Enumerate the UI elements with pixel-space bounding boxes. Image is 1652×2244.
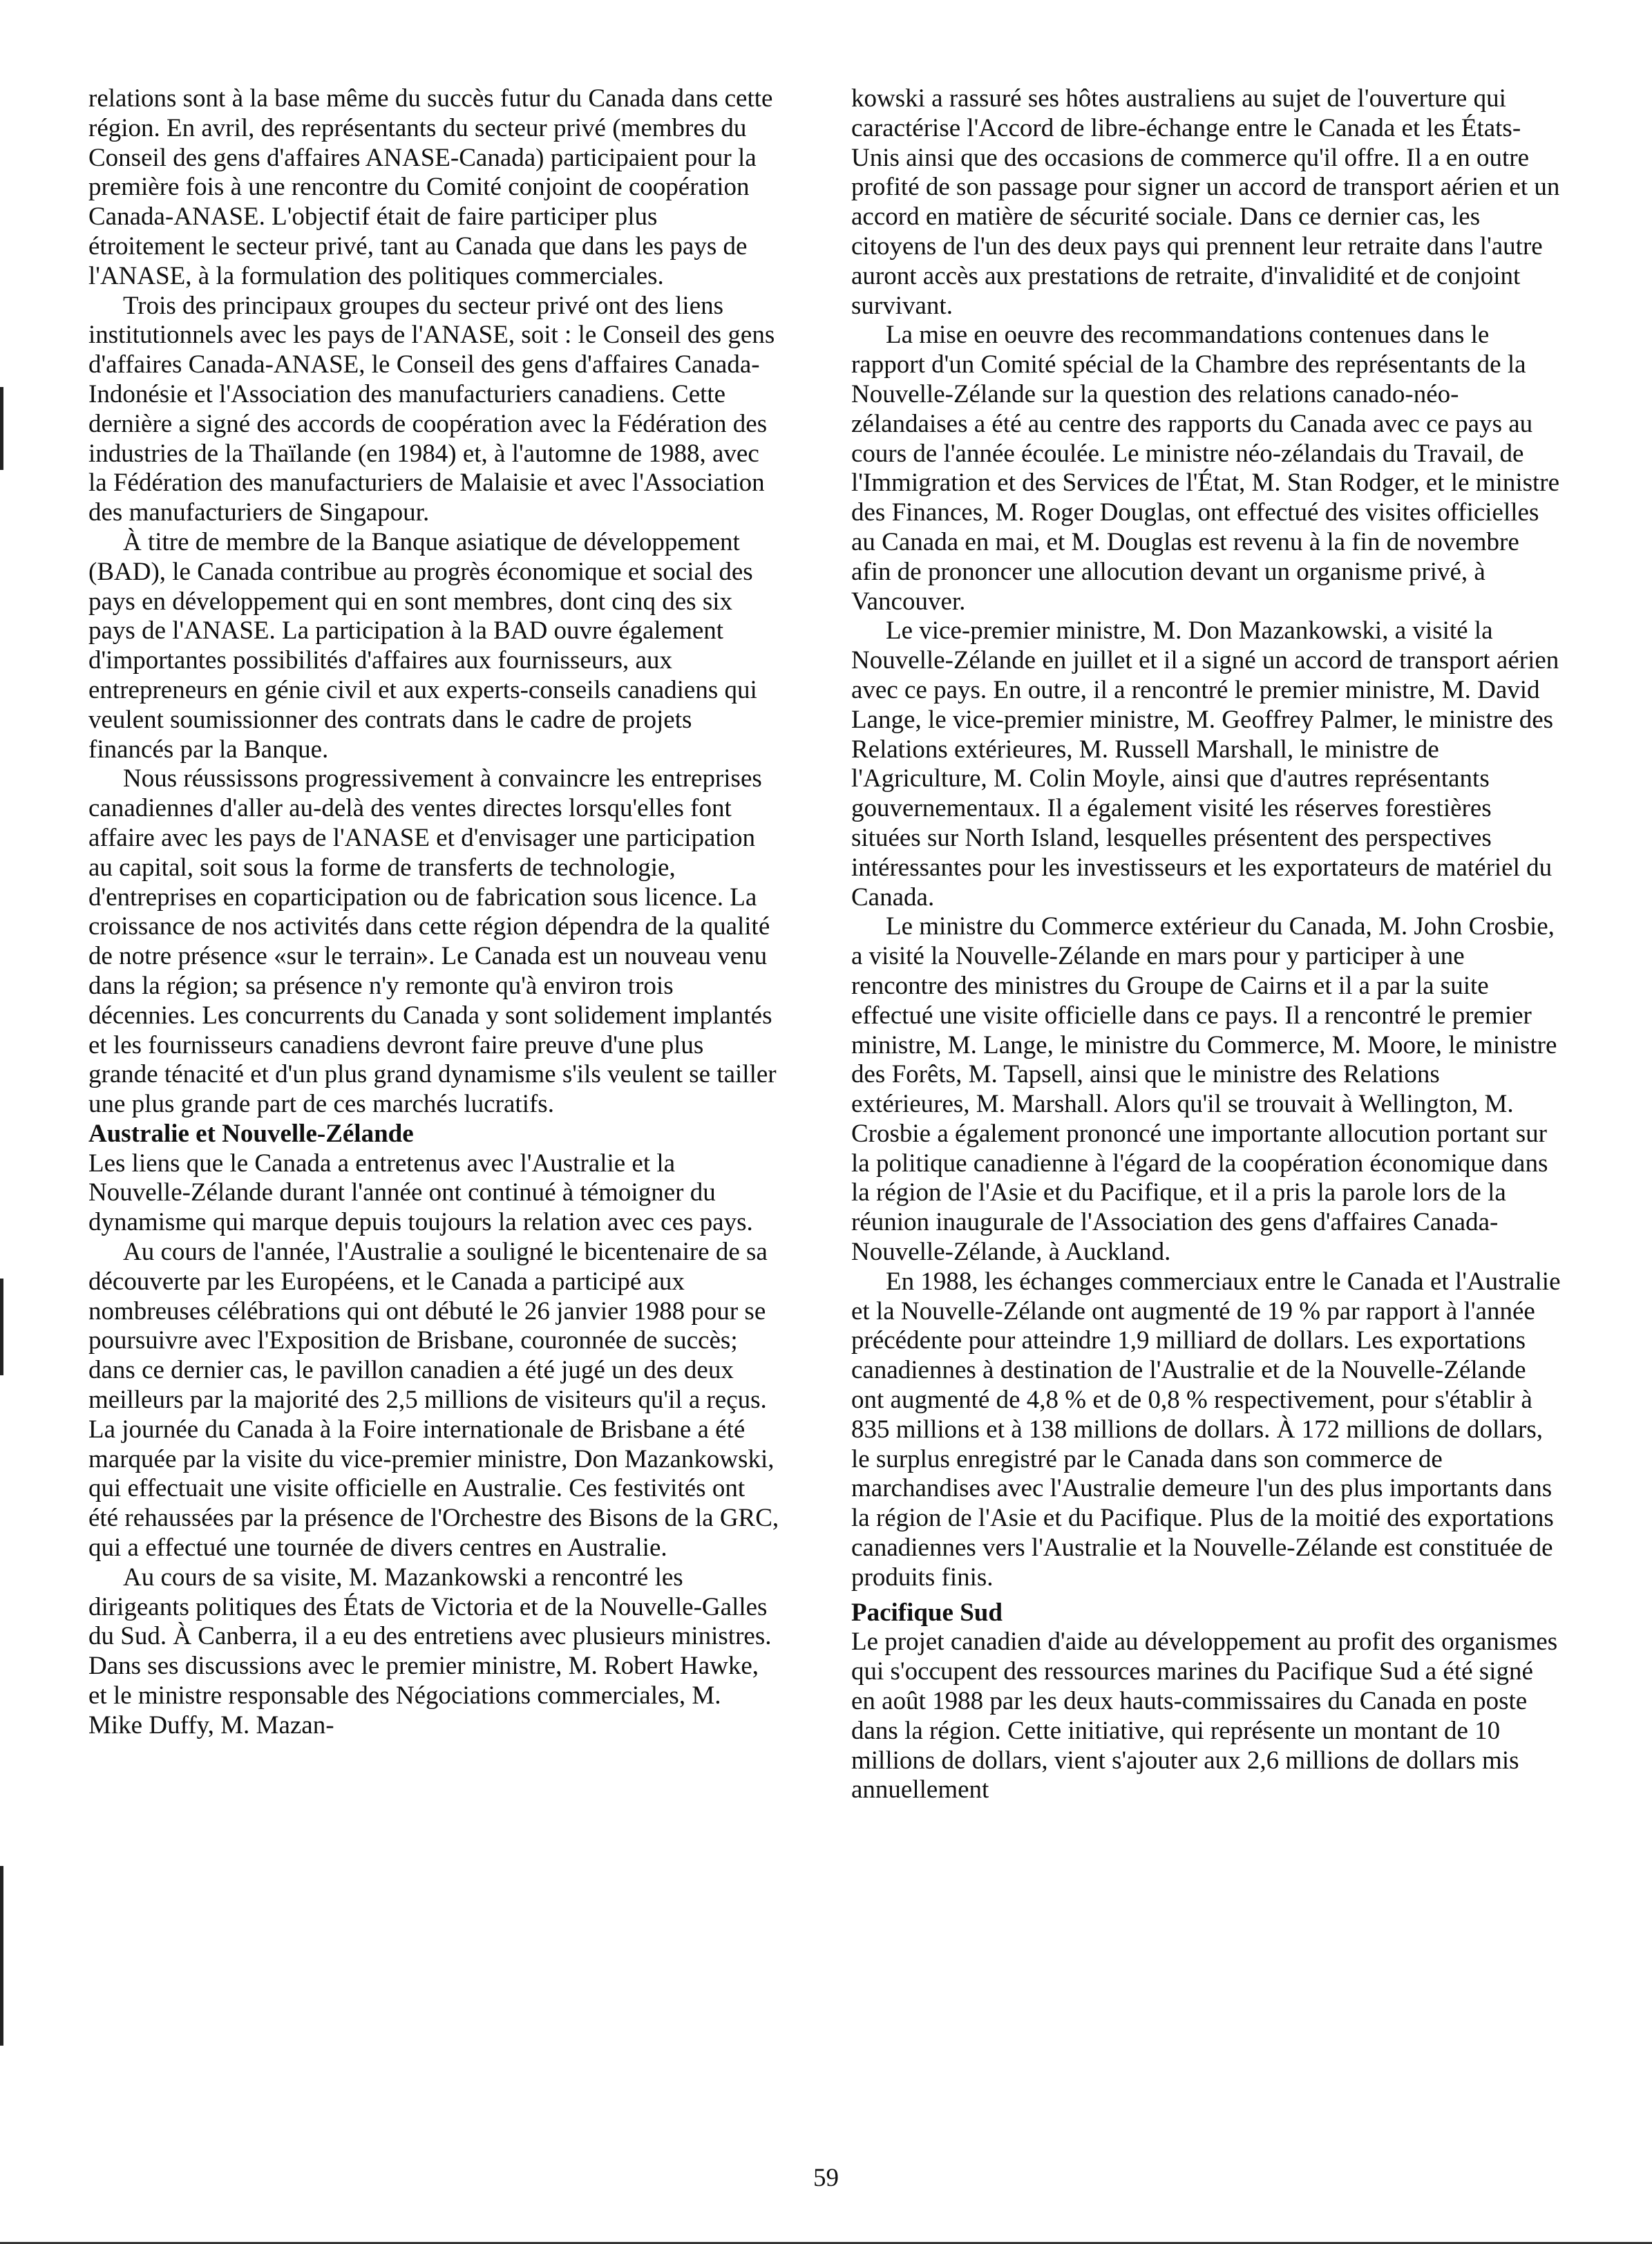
paragraph: Au cours de l'année, l'Australie a souligné le bicentenaire de sa découverte par les Européens, et le Canada a participé aux nombreuses célébrations qui ont débuté le 26 janvier 1988 pour se poursuivre avec l'Exposition de Brisbane, couronnée de succès; dans ce dernier cas, le pavillon canadien a été jugé un des deux meilleurs par la majorité des 2,5 millions de visiteurs qu'il a reçus. La journée du Canada à la Foire internationale de Brisbane a été marquée par la visite du vice-premier ministre, Don Mazankowski, qui effectuait une visite officielle en Australie. Ces festivités ont été rehaussées par la présence de l'Orchestre des Bisons de la GRC, qui a effectué une tournée de divers centres en Australie. — [88, 1238, 779, 1563]
page-number: 59 — [813, 2164, 839, 2192]
paragraph: En 1988, les échanges commerciaux entre le Canada et l'Australie et la Nouvelle-Zélande ont augmenté de 19 % par rapport à l'année précédente pour atteindre 1,9 milliard de dollars. Les exportations canadiennes à destination de l'Australie et de la Nouvelle-Zélande ont augmenté de 4,8 % et de 0,8 % respectivement, pour s'établir à 835 millions et à 138 millions de dollars. À 172 millions de dollars, le surplus enregistré par le Canada dans son commerce de marchandises avec l'Australie demeure l'un des plus importants dans la région de l'Asie et du Pacifique. Plus de la moitié des exportations canadiennes vers l'Australie et la Nouvelle-Zélande est constituée de produits finis. — [851, 1267, 1561, 1592]
paragraph: Au cours de sa visite, M. Mazankowski a rencontré les dirigeants politiques des États de Victoria et de la Nouvelle-Galles du Sud. À Canberra, il a eu des entretiens avec plusieurs ministres. Dans ses discussions avec le premier ministre, M. Robert Hawke, et le ministre responsable des Négociations commerciales, M. Mike Duffy, M. Mazan- — [88, 1563, 772, 1739]
scan-edge-mark — [0, 1866, 3, 2046]
right-column — [851, 84, 1563, 1805]
paragraph: Les liens que le Canada a entretenus avec l'Australie et la Nouvelle-Zélande durant l'année ont continué à témoigner du dynamisme qui marque depuis toujours la relation avec ces pays. — [88, 1149, 753, 1237]
paragraph: Le vice-premier ministre, M. Don Mazankowski, a visité la Nouvelle-Zélande en juillet et il a signé un accord de transport aérien avec ce pays. En outre, il a rencontré le premier ministre, M. David Lange, le vice-premier ministre, M. Geoffrey Palmer, le ministre des Relations extérieures, M. Russell Marshall, le ministre de l'Agriculture, M. Colin Moyle, ainsi que d'autres représentants gouvernementaux. Il a également visité les réserves forestières situées sur North Island, lesquelles présentent des perspectives intéressantes pour les investisseurs et les exportateurs de matériel du Canada. — [851, 616, 1559, 912]
section-heading: Australie et Nouvelle-Zélande — [88, 1119, 414, 1148]
scan-edge-mark — [0, 387, 3, 470]
section-heading: Pacifique Sud — [851, 1598, 1003, 1627]
paragraph: Nous réussissons progressivement à convaincre les entreprises canadiennes d'aller au-delà des ventes directes lorsqu'elles font affaire avec les pays de l'ANASE et d'envisager une participation au capital, soit sous la forme de transferts de technologie, d'entreprises en coparticipation ou de fabrication sous licence. La croissance de nos activités dans cette région dépendra de la qualité de notre présence «sur le terrain». Le Canada est un nouveau venu dans la région; sa présence n'y remonte qu'à environ trois décennies. Les concurrents du Canada y sont solidement implantés et les fournisseurs canadiens devront faire preuve d'une plus grande ténacité et d'un plus grand dynamisme s'ils veulent se tailler une plus grande part de ces marchés lucratifs. — [88, 764, 777, 1119]
paragraph: kowski a rassuré ses hôtes australiens au sujet de l'ouverture qui caractérise l'Accord de libre-échange entre le Canada et les États-Unis ainsi que des occasions de commerce qu'il offre. Il a en outre profité de son passage pour signer un accord de transport aérien et un accord en matière de sécurité sociale. Dans ce dernier cas, les citoyens de l'un des deux pays qui prennent leur retraite dans l'autre auront accès aux prestations de retraite, d'invalidité et de conjoint survivant. — [851, 84, 1560, 320]
paragraph: À titre de membre de la Banque asiatique de développement (BAD), le Canada contribue au progrès économique et social des pays en développement qui en sont membres, dont cinq des six pays de l'ANASE. La participation à la BAD ouvre également d'importantes possibilités d'affaires aux fournisseurs, aux entrepreneurs en génie civil et aux experts-conseils canadiens qui veulent soumissionner des contrats dans le cadre de projets financés par la Banque. — [88, 527, 757, 764]
scan-edge-mark — [0, 1279, 3, 1375]
left-column — [88, 84, 779, 1741]
paragraph: Trois des principaux groupes du secteur privé ont des liens institutionnels avec les pays de l'ANASE, soit : le Conseil des gens d'affaires Canada-ANASE, le Conseil des gens d'affaires Canada-Indonésie et l'Association des manufacturiers canadiens. Cette dernière a signé des accords de coopération avec la Fédération des industries de la Thaïlande (en 1984) et, à l'automne de 1988, avec la Fédération des manufacturiers de Malaisie et avec l'Association des manufacturiers de Singapour. — [88, 291, 775, 527]
paragraph: Le ministre du Commerce extérieur du Canada, M. John Crosbie, a visité la Nouvelle-Zélande en mars pour y participer à une rencontre des ministres du Groupe de Cairns et il a par la suite effectué une visite officielle dans ce pays. Il a rencontré le premier ministre, M. Lange, le ministre du Commerce, M. Moore, le ministre des Forêts, M. Tapsell, ainsi que le ministre des Relations extérieures, M. Marshall. Alors qu'il se trouvait à Wellington, M. Crosbie a également prononcé une importante allocution portant sur la politique canadienne à l'égard de la coopération économique dans la région de l'Asie et du Pacifique, et il a pris la parole lors de la réunion inaugurale de l'Association des gens d'affaires Canada- Nouvelle-Zélande, à Auckland. — [851, 912, 1557, 1267]
paragraph: La mise en oeuvre des recommandations contenues dans le rapport d'un Comité spécial de la Chambre des représentants de la Nouvelle-Zélande sur la question des relations canado-néo-zélandaises a été au centre des rapports du Canada avec ce pays au cours de l'année écoulée. Le ministre néo-zélandais du Travail, de l'Immigration et des Services de l'État, M. Stan Rodger, et le ministre des Finances, M. Roger Douglas, ont effectué des visites officielles au Canada en mai, et M. Douglas est revenu à la fin de novembre afin de prononcer une allocution devant un organisme privé, à Vancouver. — [851, 321, 1560, 616]
paragraph: relations sont à la base même du succès futur du Canada dans cette région. En avril, des représentants du secteur privé (membres du Conseil des gens d'affaires ANASE-Canada) participaient pour la première fois à une rencontre du Comité conjoint de coopération Canada-ANASE. L'objectif était de faire participer plus étroitement le secteur privé, tant au Canada que dans les pays de l'ANASE, à la formulation des politiques commerciales. — [88, 84, 773, 290]
paragraph: Le projet canadien d'aide au développement au profit des organismes qui s'occupent des ressources marines du Pacifique Sud a été signé en août 1988 par les deux hauts-commissaires du Canada en poste dans la région. Cette initiative, qui représente un montant de 10 millions de dollars, vient s'ajouter aux 2,6 millions de dollars mis annuellement — [851, 1628, 1558, 1804]
